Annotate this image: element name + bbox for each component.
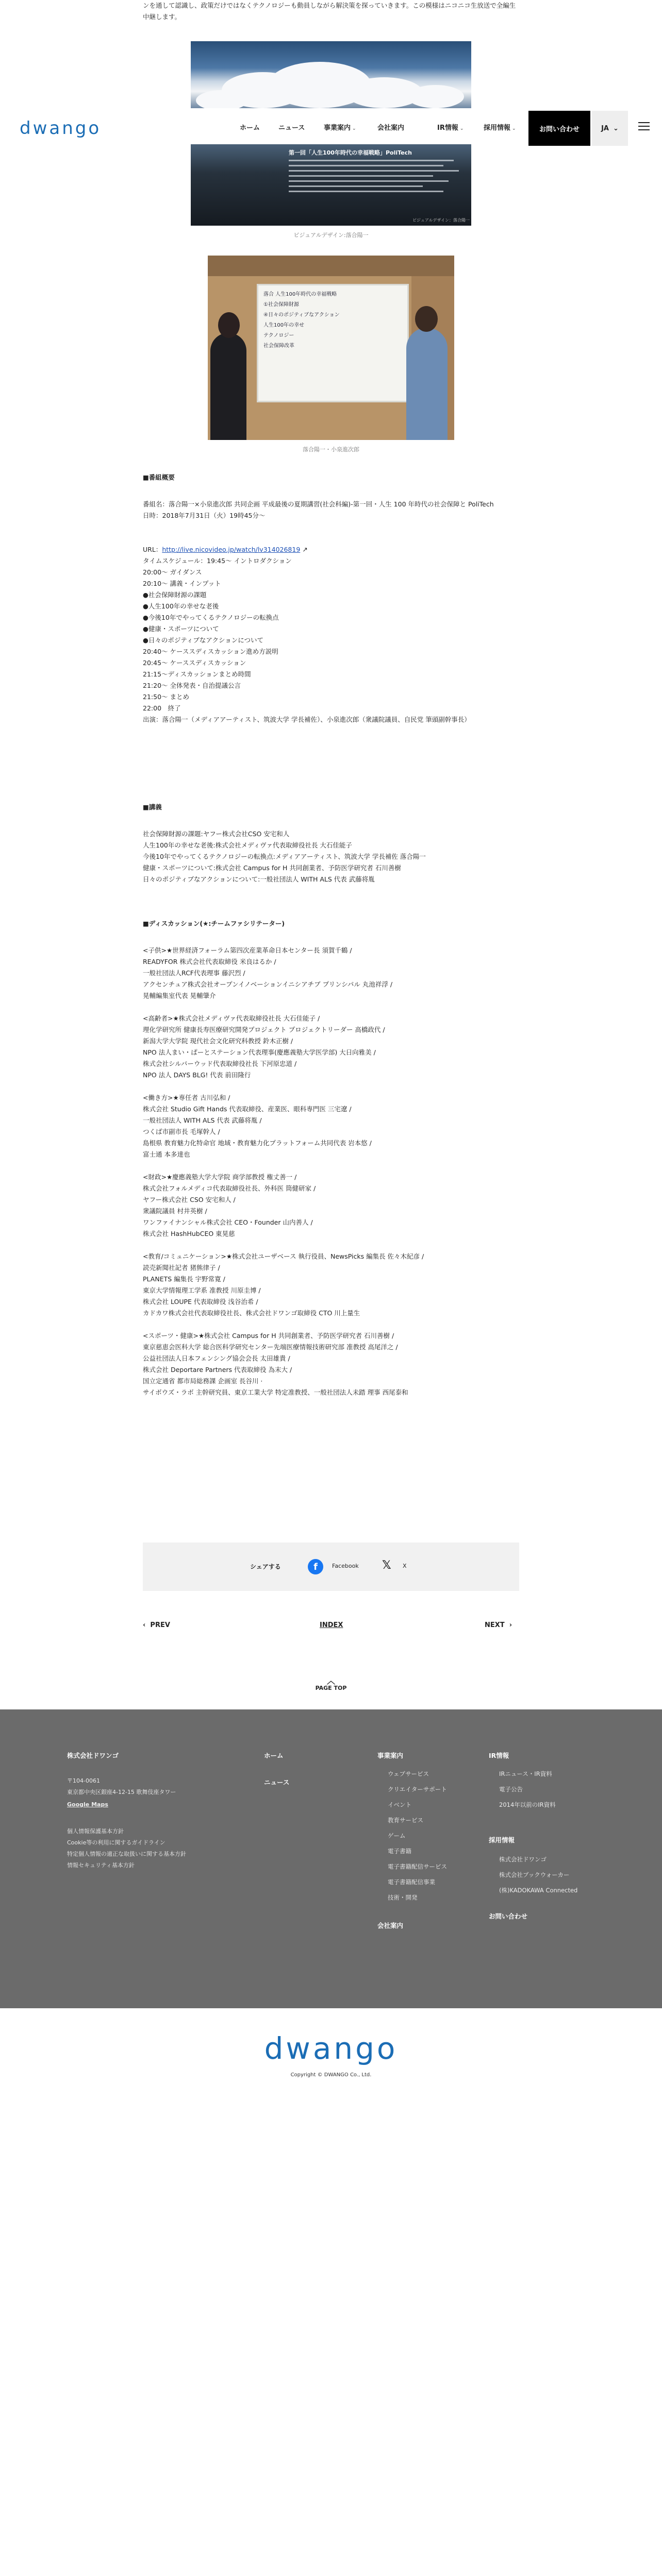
footer-business-link[interactable]: 電子書籍配信事業: [388, 1878, 435, 1886]
facebook-icon[interactable]: f: [308, 1559, 323, 1574]
overview-body: 番組名：落合陽一×小泉進次郎 共同企画 平成最後の夏期講習(社会科編)-第一回・人生 100 年時代の社会保障と PoliTech 日時：2018年7月31日（火）19時45分〜: [143, 500, 494, 519]
footer-business-link[interactable]: クリエイターサポート: [388, 1786, 447, 1793]
contact-button[interactable]: お問い合わせ: [528, 111, 590, 146]
x-share-link[interactable]: X: [403, 1563, 407, 1569]
dwango-logo[interactable]: dwango: [20, 118, 102, 139]
chevron-up-icon: ︿: [326, 1676, 335, 1686]
photo-caption: 落合陽一・小泉進次郎: [303, 446, 359, 453]
footer-recruit-heading[interactable]: 採用情報: [489, 1836, 515, 1844]
footer-contact-link[interactable]: お問い合わせ: [489, 1912, 528, 1920]
footer-business-link[interactable]: 教育サービス: [388, 1817, 423, 1824]
chevron-down-icon: ⌄: [459, 126, 464, 131]
footer-business-link[interactable]: ウェブサービス: [388, 1770, 429, 1777]
chevron-down-icon: ⌄: [352, 126, 356, 131]
whiteboard-text: 社会保障改革: [263, 343, 294, 349]
nav-company[interactable]: 会社案内: [377, 124, 405, 132]
footer-address: 〒104-0061 東京都中央区銀座4-12-15 歌舞伎座タワー: [67, 1777, 176, 1795]
nav-ir[interactable]: IR情報 ⌄: [437, 124, 464, 132]
chevron-right-icon: ›: [504, 1621, 512, 1629]
footer-news-link[interactable]: ニュース: [264, 1778, 290, 1786]
chevron-left-icon: ‹: [143, 1621, 151, 1629]
footer-ir-link[interactable]: 電子公告: [499, 1786, 523, 1793]
prev-link[interactable]: ‹ PREV: [143, 1621, 170, 1629]
schedule-body: タイムスケジュール：19:45〜 イントロダクション 20:00〜 ガイダンス 20:10〜 講義・インプット ●社会保障財源の課題 ●人生100年の幸せな老後 ●今後10年でやってくるテクノロジーの転換点 ●健康・スポーツについて ●日々のポジティブなアクションについて 20:40〜 ケーススディスカッション進め方説明 20:45〜 ケーススディスカッション 21:15〜ディスカッションまとめ時間 21:20〜 全体発表・自治提議公言 21:50〜 まとめ 22:00 終了 出演：落合陽一（メディアアーティスト、筑波大学 学長補佐）、小泉進次郎（衆議院議員、自民党 筆頭副幹事長）: [143, 557, 471, 723]
footer-ir-heading[interactable]: IR情報: [489, 1752, 509, 1759]
footer-policy-link[interactable]: 情報セキュリティ基本方針: [67, 1862, 135, 1869]
footer-company-link[interactable]: 会社案内: [377, 1922, 404, 1929]
footer-recruit-link[interactable]: 株式会社ブックウォーカー: [499, 1871, 570, 1878]
footer-ir-link[interactable]: 2014年以前のIR資料: [499, 1801, 556, 1808]
site-footer: [0, 1709, 662, 2008]
share-label: シェアする: [250, 1563, 281, 1570]
footer-ir-link[interactable]: IRニュース・IR資料: [499, 1770, 552, 1777]
footer-dwango-logo[interactable]: dwango: [264, 2031, 398, 2066]
overview-heading: ■番組概要: [143, 473, 175, 481]
nav-home[interactable]: ホーム: [240, 124, 260, 132]
footer-policy-link[interactable]: Cookie等の利用に関するガイドライン: [67, 1839, 166, 1846]
sky-image: [191, 41, 471, 108]
x-icon[interactable]: 𝕏: [382, 1559, 391, 1572]
footer-business-link[interactable]: 電子書籍: [388, 1848, 411, 1855]
site-header: [0, 111, 662, 142]
url-line: [143, 544, 519, 555]
footer-business-heading[interactable]: 事業案内: [377, 1752, 404, 1759]
slide-title: 第一回「人生100年時代の幸福戦略」PoliTech: [289, 149, 412, 156]
discussion-heading: ■ディスカッション(★:チームファシリテーター): [143, 920, 285, 927]
share-box: [143, 1543, 519, 1591]
slide-image: [191, 144, 471, 226]
index-link[interactable]: INDEX: [320, 1621, 343, 1629]
facebook-share-link[interactable]: Facebook: [332, 1563, 359, 1569]
whiteboard: [257, 284, 409, 402]
footer-recruit-link[interactable]: (株)KADOKAWA Connected: [499, 1887, 578, 1894]
footer-business-link[interactable]: ゲーム: [388, 1832, 406, 1839]
footer-business-link[interactable]: 技術・開発: [388, 1894, 418, 1901]
footer-business-link[interactable]: 電子書籍配信サービス: [388, 1863, 447, 1870]
slide-caption: ビジュアルデザイン:落合陽一: [293, 232, 369, 239]
external-link-icon: ↗: [300, 546, 308, 553]
footer-home-link[interactable]: ホーム: [264, 1752, 284, 1759]
whiteboard-text: 落合 人生100年時代の幸福戦略: [263, 292, 337, 297]
url-label: URL：: [143, 546, 162, 553]
whiteboard-text: 人生100年の幸せ: [263, 323, 305, 328]
footer-policy-link[interactable]: 特定個人情報の適正な取扱いに関する基本方針: [67, 1851, 186, 1857]
photo-image: [208, 256, 454, 440]
google-maps-link[interactable]: Google Maps: [67, 1801, 108, 1808]
nav-news[interactable]: ニュース: [278, 124, 305, 132]
next-link[interactable]: NEXT ›: [485, 1621, 512, 1629]
page-top-button[interactable]: ︿ PAGE TOP: [309, 1677, 353, 1691]
footer-recruit-link[interactable]: 株式会社ドワンゴ: [499, 1856, 547, 1863]
language-selector[interactable]: JA ⌄: [592, 111, 628, 146]
lecture-body: 社会保障財源の課題:ヤフー株式会社CSO 安宅和人 人生100年の幸せな老後:株式会社メディヴァ代表取締役社長 大石佳能子 今後10年でやってくるテクノロジーの転換点:メディアアーティスト、筑波大学 学長補佐 落合陽一 健康・スポーツについて:株式会社 Campus for H 共同創業者、予防医学研究者 石川善樹 日々のポジティブなアクションについて:一般社団法人 WITH ALS 代表 武藤将胤: [143, 830, 426, 883]
whiteboard-text: テクノロジー: [263, 333, 294, 338]
intro-text: ンを通して認識し、政策だけではなくテクノロジーも動員しながら解決策を探っていきます。この模様はニコニコ生放送で全編生中継します。: [143, 2, 516, 21]
chevron-down-icon: ⌄: [512, 126, 516, 131]
whiteboard-text: ④日々のポジティブなアクション: [263, 312, 340, 318]
lecture-heading: ■講義: [143, 803, 162, 811]
discussion-body: <子供>★世界経済フォーラム第四次産業革命日本センター長 須賀千鶴 / READYFOR 株式会社代表取締役 米良はるか / 一般社団法人RCF代表理事 藤沢烈 / アクセンチュア株式会社オープンイノベーションイニシアチブ プリンシパル 丸池祥浮 / 晃輔編集室代表 晃輔肇介 <高齢者>★株式会社メディヴァ代表取締役社長 大石佳能子 / 理化学研究所 健康長寿医療研究開発プロジェクト プロジェクトリーダー 高橋政代 / 新潟大学大学院 現代社会文化研究科教授 鈴木正樹 / NPO 法人まい・ぱーとステーション代表理事(慶應義塾大学医学部) 大日向雅美 / 株式会社シルバーウッド代表取締役社長 下河原忠道 / NPO 法人 DAYS BLG! 代表 前田隆行 <働き方>★専任者 古川弘和 / 株式会社 Studio Gift Hands 代表取締役、産業医、眼科専門医 三宅遼 / 一般社団法人 WITH ALS 代表 武藤将胤 / つくば市副市長 毛塚幹人 / 島根県 教育魅力化特命官 地域・教育魅力化プラットフォーム共同代表 岩本悠 / 富士通 本多達也 <財政>★慶應義塾大学大学院 商学部教授 権丈善一 / 株式会社フォルメディコ代表取締役社長、外科医 筒健研家 / ヤフー株式会社 CSO 安宅和人 / 衆議院議員 村井英樹 / ワンファイナンシャル株式会社 CEO・Founder 山内善人 / 株式会社 HashHubCEO 東晃慈 <教育/コミュニケーション>★株式会社ユーザベース 執行役員、NewsPicks 編集長 佐々木紀彦 / 読売新聞社記者 猪熊律子 / PLANETS 編集長 宇野常寛 / 東京大学情報理工学系 准教授 川原圭博 / 株式会社 LOUPE 代表取締役 浅谷治希 / カドカワ株式会社代表取締役社長、株式会社ドワンゴ取締役 CTO 川上量生 <スポーツ・健康>★株式会社 Campus for H 共同創業者、予防医学研究者 石川善樹 / 東京慈恵会医科大学 総合医科学研究センター先端医療情報技術研究部 准教授 高尾洋之 / 公益社団法人日本フェンシング協会会長 太田雄貴 / 株式会社 Deportare Partners 代表取締役 為末大 / 国立定通省 都市局総務課 企画室 長谷川 · サイボウズ・ラボ 主幹研究員、東京工業大学 特定准教授、一般社団法人未踏 理事 西尾泰和: [143, 946, 424, 1396]
whiteboard-text: ①社会保障財源: [263, 302, 299, 308]
nav-recruit[interactable]: 採用情報 ⌄: [484, 124, 516, 132]
program-url-link[interactable]: http://live.nicovideo.jp/watch/lv314026819: [162, 546, 301, 553]
hamburger-menu-icon[interactable]: [638, 122, 650, 132]
footer-company-name: 株式会社ドワンゴ: [67, 1752, 119, 1759]
slide-credit: ビジュアルデザイン：落合陽一: [412, 218, 470, 223]
copyright: Copyright © DWANGO Co., Ltd.: [290, 2072, 372, 2078]
nav-business[interactable]: 事業案内 ⌄: [324, 124, 356, 132]
footer-business-link[interactable]: イベント: [388, 1801, 411, 1808]
footer-policy-link[interactable]: 個人情報保護基本方針: [67, 1828, 124, 1835]
chevron-down-icon: ⌄: [613, 124, 619, 132]
